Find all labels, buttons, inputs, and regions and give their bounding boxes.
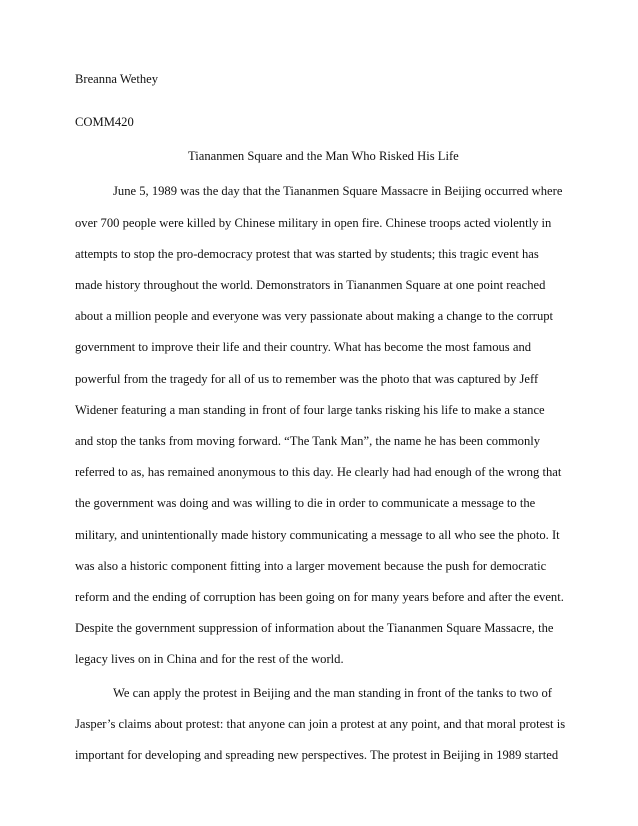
paragraph-line: government to improve their life and their country. What has become the most famous and — [75, 340, 532, 354]
paragraph-line: referred to as, has remained anonymous to this day. He clearly had had enough of the wrong that — [75, 465, 562, 479]
paragraph-line: Jasper’s claims about protest: that anyone can join a protest at any point, and that moral protest is — [75, 717, 566, 731]
paragraph-line: was also a historic component fitting into a larger movement because the push for democratic — [75, 559, 547, 573]
essay-title: Tiananmen Square and the Man Who Risked His Life — [188, 149, 459, 163]
paragraph-line: June 5, 1989 was the day that the Tiananmen Square Massacre in Beijing occurred where — [113, 184, 563, 198]
paragraph-line: reform and the ending of corruption has been going on for many years before and after the event. — [75, 590, 564, 604]
paragraph-line: important for developing and spreading new perspectives. The protest in Beijing in 1989 started — [75, 748, 559, 762]
paragraph-line: military, and unintentionally made history communicating a message to all who see the photo. It — [75, 528, 560, 542]
paragraph-line: attempts to stop the pro-democracy protest that was started by students; this tragic event has — [75, 247, 539, 261]
paragraph-line: about a million people and everyone was very passionate about making a change to the corrupt — [75, 309, 554, 323]
paragraph-line: and stop the tanks from moving forward. “The Tank Man”, the name he has been commonly — [75, 434, 541, 448]
paragraph-line: made history throughout the world. Demonstrators in Tiananmen Square at one point reached — [75, 278, 546, 292]
paragraph-line: Despite the government suppression of information about the Tiananmen Square Massacre, the — [75, 621, 554, 635]
course-code: COMM420 — [75, 115, 134, 129]
author-name: Breanna Wethey — [75, 72, 159, 86]
paragraph-line: We can apply the protest in Beijing and the man standing in front of the tanks to two of — [113, 686, 552, 700]
paragraph-line: over 700 people were killed by Chinese military in open fire. Chinese troops acted violently in — [75, 216, 552, 230]
paragraph-line: legacy lives on in China and for the rest of the world. — [75, 652, 344, 666]
paragraph-line: the government was doing and was willing to die in order to communicate a message to the — [75, 496, 536, 510]
paragraph-line: Widener featuring a man standing in front of four large tanks risking his life to make a stance — [75, 403, 545, 417]
paragraph-line: powerful from the tragedy for all of us to remember was the photo that was captured by Jeff — [75, 372, 539, 386]
